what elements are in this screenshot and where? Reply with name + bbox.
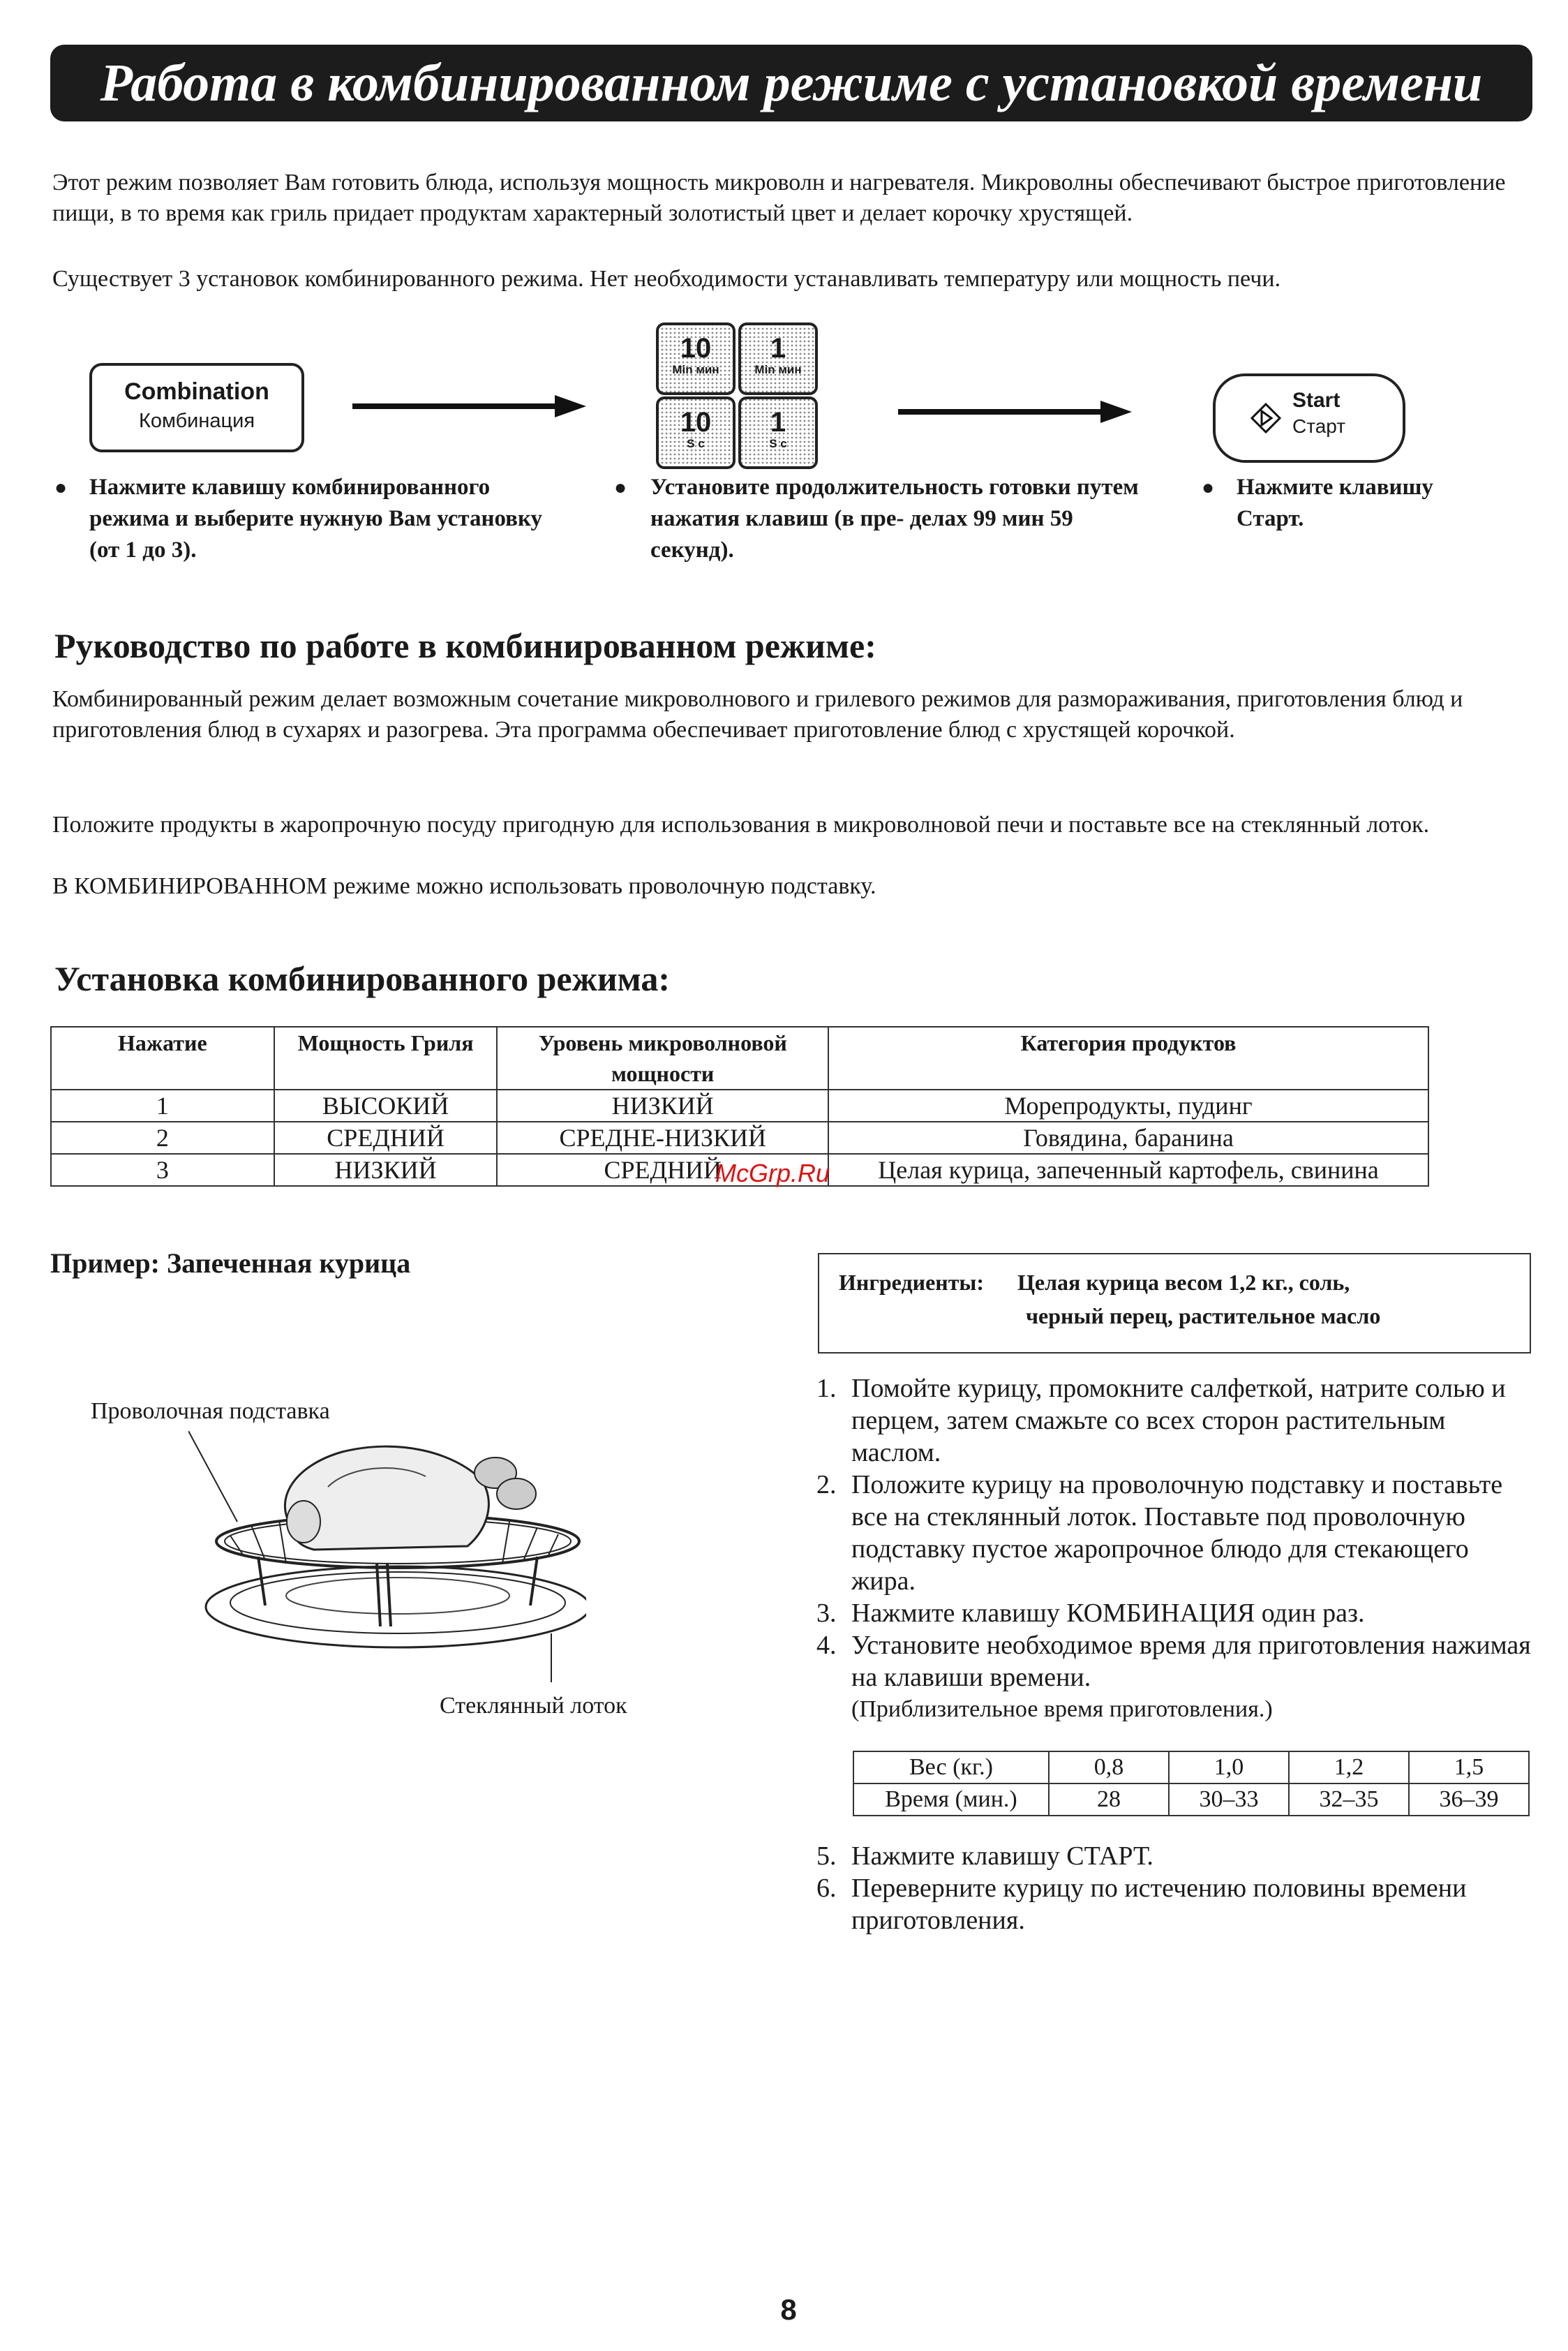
list-item: [816, 1840, 1535, 1872]
list-item-number: 1.: [816, 1374, 837, 1403]
list-item-number: 2.: [816, 1470, 837, 1499]
header-microwave-level: Уровень микроволновой мощности: [497, 1027, 828, 1090]
cell-microwave: СРЕДНИЙ: [497, 1154, 828, 1186]
list-item-number: 6.: [816, 1874, 837, 1903]
list-item-text: Установите необходимое время для приготовления нажимая на клавиши времени.: [851, 1631, 1531, 1692]
cell-weight: 1,5: [1409, 1751, 1529, 1783]
key-10-min-num: 10: [680, 333, 712, 364]
start-key[interactable]: [1213, 373, 1405, 463]
table-row: [853, 1783, 1529, 1816]
key-10-sec-num: 10: [680, 407, 712, 438]
cell-time: 28: [1049, 1783, 1169, 1816]
table-row: [51, 1122, 1428, 1154]
step-2: Установите продолжительность готовки путем нажатия клавиш (в пре- делах 99 мин 59 секунд).: [650, 475, 1139, 563]
list-item-text: Нажмите клавишу СТАРТ.: [851, 1841, 1153, 1871]
bullet-icon: ●: [54, 476, 68, 499]
intro-paragraph-2: Существует 3 установок комбинированного режима. Нет необходимости устанавливать температуру или мощность печи.: [52, 266, 1281, 292]
instructions-list: [816, 1372, 1535, 1726]
rack-label: Проволочная подставка: [91, 1398, 330, 1424]
approx-note-row: [816, 1693, 1535, 1726]
ingredients-label: Ингредиенты:: [839, 1270, 985, 1295]
page-number: 8: [780, 2293, 797, 2326]
ingredients-line-1: Целая курица весом 1,2 кг., соль,: [1017, 1270, 1350, 1295]
cell-weight: 1,0: [1169, 1751, 1289, 1783]
start-key-ru: Старт: [1292, 415, 1346, 437]
cell-press: 2: [51, 1122, 274, 1154]
step-1: Нажмите клавишу комбинированного режима и выберите нужную Вам установку (от 1 до 3).: [89, 475, 543, 563]
list-item-number: 4.: [816, 1631, 837, 1660]
settings-header-row: [51, 1027, 1428, 1090]
list-item: [816, 1372, 1535, 1469]
watermark: McGrp.Ru: [715, 1159, 830, 1187]
chicken-on-rack-illustration: [188, 1424, 586, 1689]
key-1-min[interactable]: [740, 324, 816, 394]
intro-paragraph: Этот режим позволяет Вам готовить блюда, используя мощность микроволн и нагревателя. Микроволны обеспечивают быстрое приготовление пищи, в то время как гриль придает продуктам характерный золотистый цвет и делает корочку хрустящей.: [52, 170, 1506, 226]
guide-paragraph-3: В КОМБИНИРОВАННОМ режиме можно использовать проволочную подставку.: [52, 873, 876, 899]
example-heading: Пример: Запеченная курица: [50, 1247, 411, 1279]
key-10-sec[interactable]: [657, 398, 734, 468]
bullet-icon-2: ●: [614, 476, 627, 499]
list-item: [816, 1469, 1535, 1597]
cell-press: 3: [51, 1154, 274, 1186]
bullet-icon-3: ●: [1202, 476, 1215, 499]
start-key-en: Start: [1292, 389, 1341, 412]
cell-grill: СРЕДНИЙ: [274, 1122, 498, 1154]
cell-weight: 1,2: [1289, 1751, 1409, 1783]
list-item-text: Помойте курицу, промокните салфеткой, натрите солью и перцем, затем смажьте со всех сторон растительным маслом.: [851, 1374, 1506, 1467]
cell-grill: ВЫСОКИЙ: [274, 1090, 498, 1122]
header-grill-power: Мощность Гриля: [274, 1027, 498, 1090]
cell-time: 30–33: [1169, 1783, 1289, 1816]
combination-key-ru: Комбинация: [138, 410, 255, 432]
list-item: [816, 1629, 1535, 1693]
ingredients-line-2: черный перец, растительное масло: [1026, 1303, 1381, 1328]
list-item: [816, 1597, 1535, 1629]
key-1-sec[interactable]: [740, 398, 816, 468]
list-item-number: 5.: [816, 1841, 837, 1871]
cell-time-label: Время (мин.): [853, 1783, 1049, 1816]
list-item-text: Нажмите клавишу КОМБИНАЦИЯ один раз.: [851, 1599, 1365, 1628]
header-category: Категория продуктов: [828, 1027, 1428, 1090]
start-diamond-icon: [1250, 403, 1281, 433]
step-3: Нажмите клавишу Старт.: [1237, 475, 1433, 531]
approx-note: (Приблизительное время приготовления.): [851, 1696, 1273, 1722]
list-item-text: Положите курицу на проволочную подставку и поставьте все на стеклянный лоток. Поставьте под проволочную подставку пустое жаропрочное блюдо для стекающего жира.: [851, 1470, 1503, 1596]
key-1-sec-unit: S c: [769, 437, 787, 450]
cell-weight-label: Вес (кг.): [853, 1751, 1049, 1783]
tray-label: Стеклянный лоток: [440, 1693, 627, 1719]
ingredients-box: [818, 1253, 1531, 1354]
key-1-min-num: 1: [770, 333, 786, 364]
key-10-sec-unit: S c: [687, 437, 705, 450]
key-1-min-unit: Min мин: [754, 363, 802, 376]
page-title: Работа в комбинированном режиме с установкой времени: [100, 54, 1483, 112]
table-row: [853, 1751, 1529, 1783]
list-item-number: 3.: [816, 1599, 837, 1628]
cell-time: 36–39: [1409, 1783, 1529, 1816]
combination-key[interactable]: [89, 363, 304, 452]
guide-heading: Руководство по работе в комбинированном режиме:: [54, 626, 876, 665]
page-title-banner: [50, 45, 1532, 121]
combination-key-en: Combination: [124, 378, 269, 405]
cell-category: Целая курица, запеченный картофель, свинина: [828, 1154, 1428, 1186]
time-keypad: [656, 322, 818, 469]
key-1-sec-num: 1: [770, 407, 786, 438]
cell-grill: НИЗКИЙ: [274, 1154, 498, 1186]
settings-heading: Установка комбинированного режима:: [54, 959, 671, 998]
key-10-min-unit: Min мин: [672, 363, 719, 376]
cell-weight: 0,8: [1049, 1751, 1169, 1783]
guide-paragraph-1: Комбинированный режим делает возможным сочетание микроволнового и грилевого режимов для размораживания, приготовления блюд и приготовления блюд в сухарях и разогрева. Эта программа обеспечивает приготовление блюд с хрустящей корочкой.: [52, 686, 1463, 743]
cell-microwave: НИЗКИЙ: [497, 1090, 828, 1122]
instructions-list-end: [816, 1840, 1535, 1936]
list-item: [816, 1872, 1535, 1936]
header-press: Нажатие: [51, 1027, 274, 1090]
weight-time-table: [853, 1751, 1530, 1816]
guide-paragraph-2: Положите продукты в жаропрочную посуду пригодную для использования в микроволновой печи и поставьте все на стеклянный лоток.: [52, 812, 1430, 838]
key-10-min[interactable]: [657, 324, 734, 394]
table-row: [51, 1090, 1428, 1122]
cell-press: 1: [51, 1090, 274, 1122]
cell-category: Говядина, баранина: [828, 1122, 1428, 1154]
cell-time: 32–35: [1289, 1783, 1409, 1816]
cell-category: Морепродукты, пудинг: [828, 1090, 1428, 1122]
arrow-right-icon-2: [898, 398, 1132, 426]
cell-microwave: СРЕДНЕ-НИЗКИЙ: [497, 1122, 828, 1154]
list-item-text: Переверните курицу по истечению половины времени приготовления.: [851, 1874, 1467, 1935]
arrow-right-icon: [352, 392, 586, 420]
